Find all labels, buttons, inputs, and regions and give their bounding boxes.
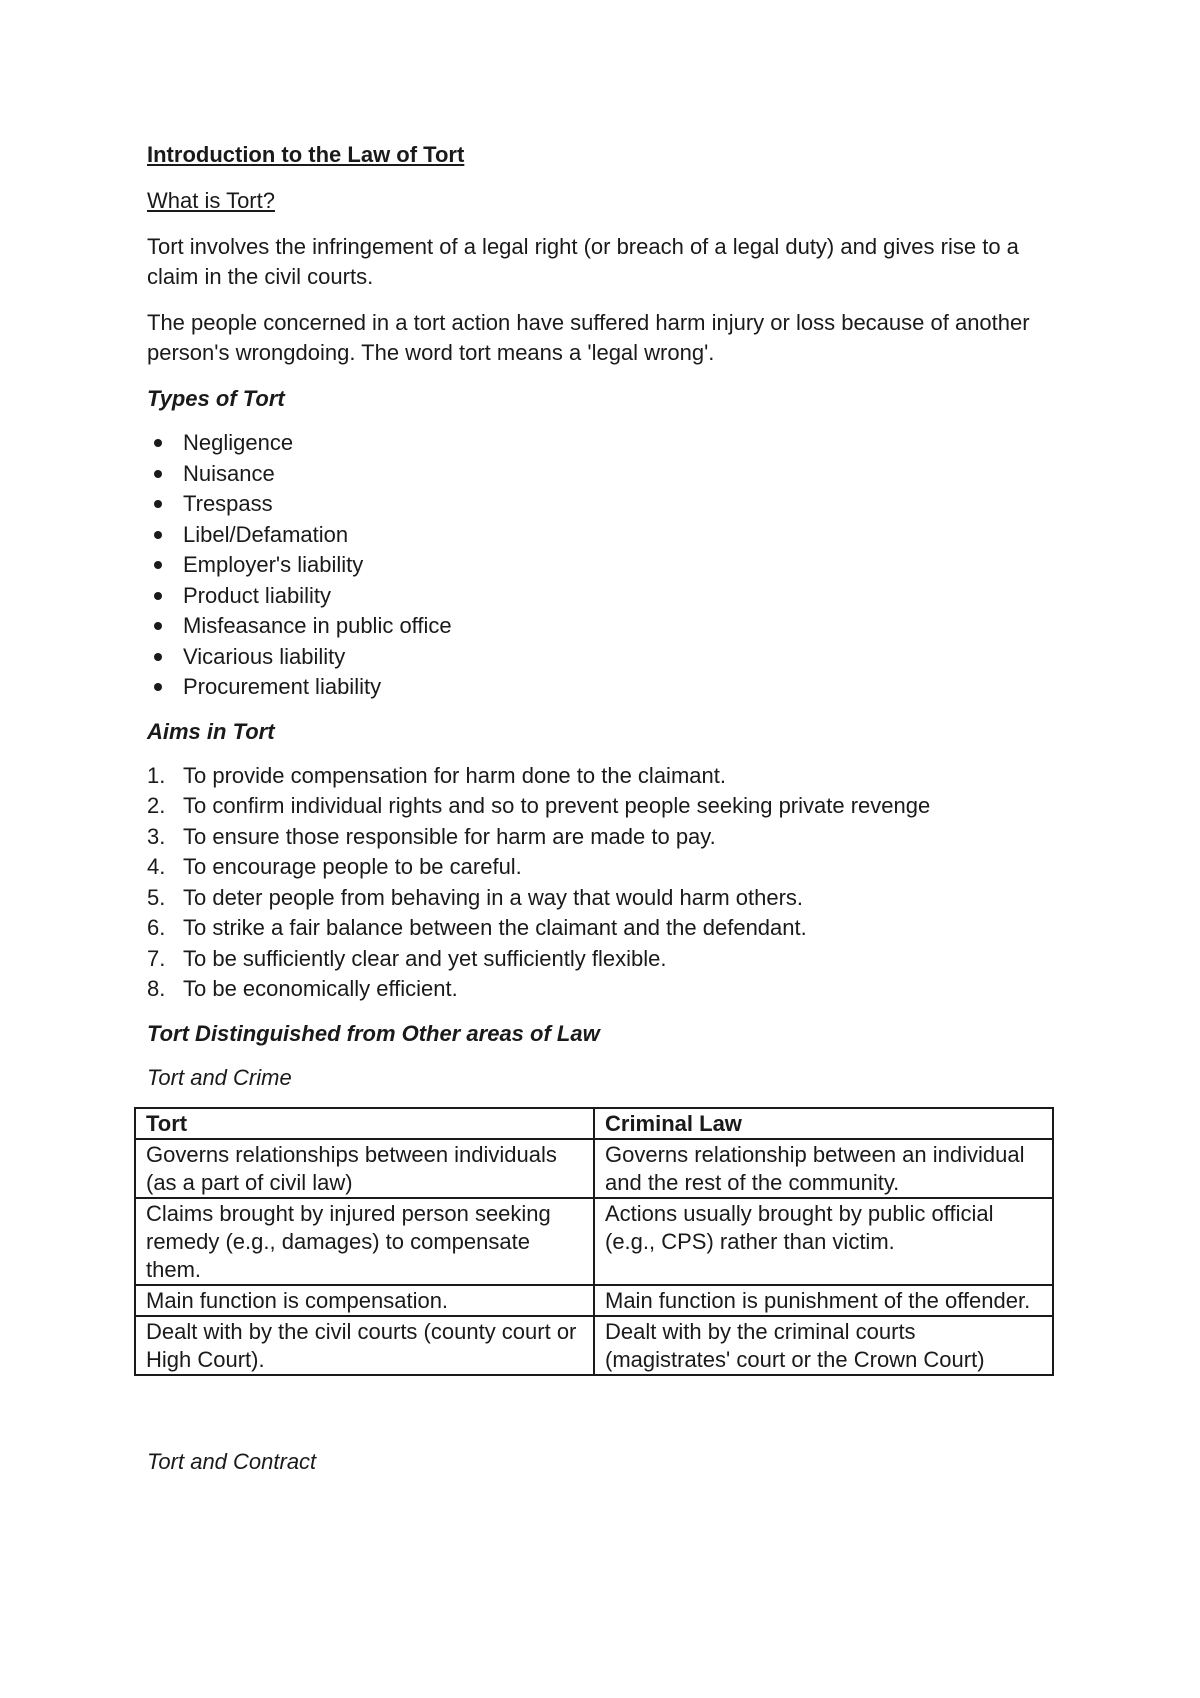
- table-cell: Governs relationship between an individual and the rest of the community.: [594, 1139, 1053, 1198]
- list-text: To strike a fair balance between the claimant and the defendant.: [183, 915, 807, 940]
- paragraph-definition: Tort involves the infringement of a legal right (or breach of a legal duty) and gives rise to a claim in the civil courts.: [147, 234, 1019, 289]
- table-cell: Governs relationships between individuals (as a part of civil law): [135, 1139, 594, 1198]
- list-text: To provide compensation for harm done to the claimant.: [183, 762, 726, 788]
- list-item: Negligence: [147, 428, 1057, 459]
- table-cell: Main function is compensation.: [135, 1285, 594, 1316]
- list-item: Trespass: [147, 489, 1057, 520]
- list-item: [147, 883, 1057, 914]
- table-cell: Dealt with by the criminal courts (magistrates' court or the Crown Court): [594, 1316, 1053, 1375]
- table-cell: Actions usually brought by public official (e.g., CPS) rather than victim.: [594, 1198, 1053, 1285]
- tort-and-contract-heading: Tort and Contract: [147, 1448, 317, 1474]
- list-item: [147, 791, 1057, 822]
- list-text: To encourage people to be careful.: [183, 854, 522, 879]
- list-item: Employer's liability: [147, 550, 1057, 581]
- list-number: 5.: [147, 884, 166, 910]
- aims-in-tort-heading: Aims in Tort: [147, 718, 275, 744]
- table-row: [135, 1285, 1053, 1316]
- list-item: [147, 761, 1057, 792]
- list-item: Libel/Defamation: [147, 520, 1057, 551]
- tort-and-crime-heading: Tort and Crime: [147, 1064, 292, 1090]
- what-is-tort-heading: What is Tort?: [147, 188, 275, 213]
- list-item: [147, 913, 1057, 944]
- table-header-criminal-law: Criminal Law: [594, 1108, 1053, 1139]
- list-item: Product liability: [147, 581, 1057, 612]
- list-number: 8.: [147, 976, 166, 1001]
- list-item: [147, 852, 1057, 883]
- tort-crime-table: [134, 1107, 1054, 1376]
- list-item: Misfeasance in public office: [147, 611, 1057, 642]
- list-item: Nuisance: [147, 459, 1057, 490]
- list-text: To confirm individual rights and so to prevent people seeking private revenge: [183, 793, 931, 818]
- aims-list: [147, 761, 1057, 1005]
- types-of-tort-heading: Types of Tort: [147, 386, 285, 411]
- list-text: To ensure those responsible for harm are made to pay.: [183, 823, 716, 849]
- list-number: 4.: [147, 854, 166, 879]
- table-row: [135, 1316, 1053, 1375]
- list-text: To be economically efficient.: [183, 976, 458, 1001]
- table-row: [135, 1198, 1053, 1285]
- list-item: [147, 822, 1057, 853]
- list-number: 1.: [147, 762, 166, 788]
- types-of-tort-list: [147, 428, 1057, 703]
- table-wrapper: [147, 1107, 1057, 1397]
- list-text: To be sufficiently clear and yet sufficiently flexible.: [183, 945, 667, 971]
- table-row: [135, 1139, 1053, 1198]
- list-item: Procurement liability: [147, 672, 1057, 703]
- table-cell: Dealt with by the civil courts (county court or High Court).: [135, 1316, 594, 1375]
- list-number: 3.: [147, 823, 166, 849]
- spacer: [147, 1397, 1057, 1447]
- list-item: Vicarious liability: [147, 642, 1057, 673]
- list-number: 7.: [147, 945, 166, 971]
- distinguished-heading: Tort Distinguished from Other areas of Law: [147, 1020, 600, 1046]
- list-item: [147, 974, 1057, 1005]
- table-header-row: [135, 1108, 1053, 1139]
- list-number: 2.: [147, 793, 166, 818]
- table-cell: Main function is punishment of the offender.: [594, 1285, 1053, 1316]
- list-text: To deter people from behaving in a way that would harm others.: [183, 884, 804, 910]
- document-page: [147, 140, 1057, 1491]
- document-title: Introduction to the Law of Tort: [147, 142, 465, 167]
- table-header-tort: Tort: [135, 1108, 594, 1139]
- list-item: [147, 944, 1057, 975]
- table-cell: Claims brought by injured person seeking remedy (e.g., damages) to compensate them.: [135, 1198, 594, 1285]
- paragraph-legal-wrong: The people concerned in a tort action have suffered harm injury or loss because of another person's wrongdoing. The word tort means a 'legal wrong'.: [147, 310, 1030, 365]
- list-number: 6.: [147, 915, 166, 940]
